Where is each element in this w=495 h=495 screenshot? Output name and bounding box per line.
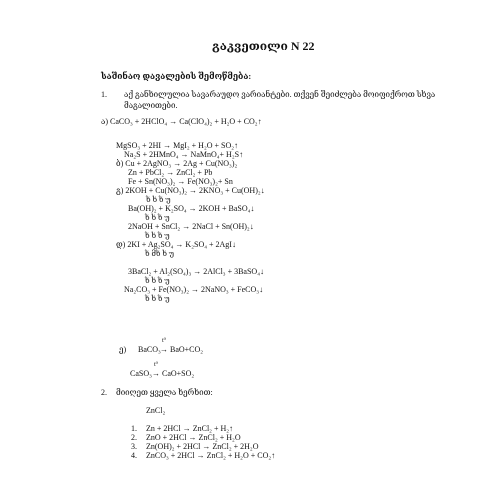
equation-b: ბ) Cu + 2AgNO₃ → 2Ag + Cu(NO₃)₂ [116, 159, 238, 168]
list-item-number: 2. [131, 433, 137, 442]
equation-g: გ) 2KOH + Cu(NO₃)₂ → 2KNO₃ + Cu(OH)₂↓ [116, 186, 265, 195]
solubility-baoh: ხ ხ ხ უ [145, 213, 170, 222]
task2-text: მიიღეთ ყველა ხერხით: [116, 388, 213, 397]
solubility-d: ხ მხ ხ უ [145, 249, 175, 258]
decomp-baco3-reactant: BaCO₃ [138, 345, 161, 354]
task1-text-line1: აქ განხილულია სავარაუდო ვარიანტები. თქვენ შეიძლება მოიფიქროთ სხვა [124, 90, 436, 99]
equation-zn: Zn + PbCl₂ → ZnCl₂ + Pb [128, 168, 213, 177]
arrow-icon: → [152, 369, 160, 378]
equation-d: დ) 2KI + Ag₂SO₄ → K₂SO₄ + 2AgI↓ [116, 240, 236, 249]
equation-mgso3: MgSO₃ + 2HI → MgI₂ + H₂O + SO₂↑ [116, 141, 239, 150]
heat-symbol: t⁰ [154, 362, 159, 368]
decomp-label: ე) [119, 345, 127, 354]
decomp-caso3-reactant: CaSO₃ [130, 369, 152, 378]
solubility-na2co3: ხ ხ ხ უ [145, 294, 170, 303]
solubility-bacl: ხ ხ ხ უ [145, 276, 170, 285]
list-item-equation: Zn + 2HCl → ZnCl₂ + H₂↑ [146, 424, 234, 433]
target-compound: ZnCl₂ [146, 406, 166, 415]
equation-fe: Fe + Sn(NO₃)₂ → Fe(NO₃)₂+ Sn [128, 177, 233, 186]
decomp-caso3-products: CaO+SO₂ [162, 369, 195, 378]
task1-number: 1. [101, 90, 107, 99]
homework-heading: საშინაო დავალების შემოწმება: [101, 71, 252, 81]
equation-bacl: 3BaCl₂ + Al₂(SO₄)₃ → 2AlCl₃ + 3BaSO₄↓ [128, 267, 264, 276]
list-item-number: 4. [131, 451, 137, 460]
heat-symbol: t⁰ [162, 338, 167, 344]
list-item-equation: ZnO + 2HCl → ZnCl₂ + H₂O [146, 433, 241, 442]
equation-naoh: 2NaOH + SnCl₂ → 2NaCl + Sn(OH)₂↓ [128, 222, 254, 231]
list-item-number: 1. [131, 424, 137, 433]
equation-baoh: Ba(OH)₂ + K₂SO₄ → 2KOH + BaSO₄↓ [128, 204, 255, 213]
equation-na2s: Na₂S + 2HMnO₄ → NaMnO₄+ H₂S↑ [124, 150, 244, 159]
list-item-number: 3. [131, 442, 137, 451]
task1-text-line2: მაგალითები. [124, 101, 178, 110]
equation-a: ა) CaCO₃ + 2HClO₄ → Ca(ClO₄)₂ + H₂O + CO₂↑ [101, 117, 262, 126]
solubility-naoh: ხ ხ ხ უ [145, 231, 170, 240]
list-item-equation: Zn(OH)₂ + 2HCl → ZnCl₂ + 2H₂O [146, 442, 259, 451]
decomp-baco3-products: BaO+CO₂ [170, 345, 204, 354]
task2-number: 2. [101, 388, 107, 397]
page-title: გაკვეთილი N 22 [212, 39, 315, 53]
solubility-g: ხ ხ ხ უ [146, 195, 171, 204]
equation-na2co3: Na₂CO₃ + Fe(NO₃)₂ → 2NaNO₃ + FeCO₃↓ [124, 285, 264, 294]
list-item-equation: ZnCO₃ + 2HCl → ZnCl₂ + H₂O + CO₂↑ [146, 451, 276, 460]
arrow-icon: → [160, 345, 168, 354]
